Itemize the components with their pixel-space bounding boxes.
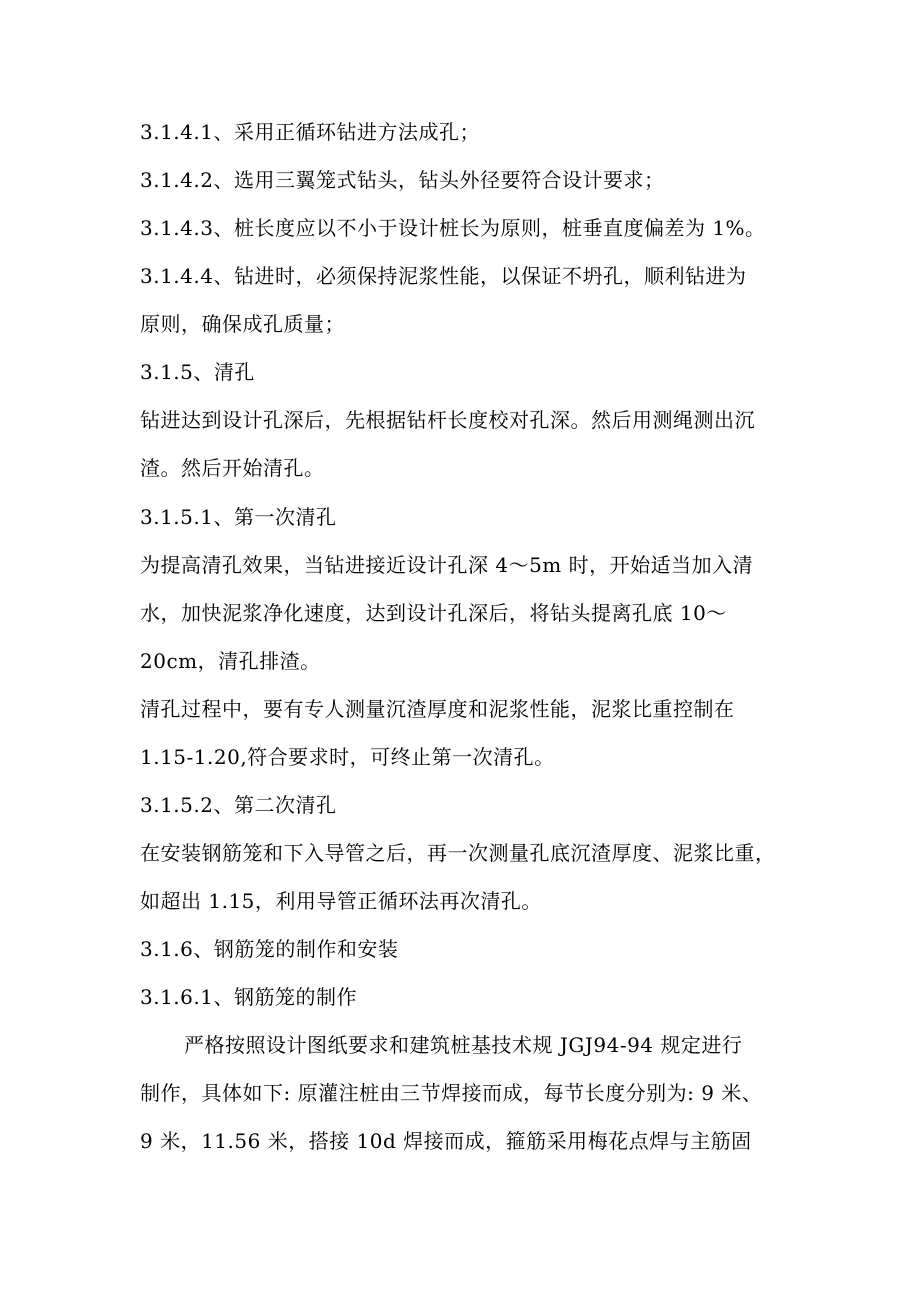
text-line: 清孔过程中，要有专人测量沉渣厚度和泥浆性能，泥浆比重控制在 [140,697,735,721]
subsection-heading: 3.1.6.1、钢筋笼的制作 [140,985,357,1009]
text-line: 3.1.4.3、桩长度应以不小于设计桩长为原则，桩垂直度偏差为 1%。 [140,216,766,240]
text-line: 为提高清孔效果，当钻进接近设计孔深 4～5m 时，开始适当加入清 [140,553,754,577]
text-line: 渣。然后开始清孔。 [140,456,325,480]
text-line: 3.1.4.4、钻进时，必须保持泥浆性能，以保证不坍孔，顺利钻进为 [140,264,747,288]
subsection-heading: 3.1.5.2、第二次清孔 [140,793,337,817]
text-line: 在安装钢筋笼和下入导管之后，再一次测量孔底沉渣厚度、泥浆比重， [140,841,776,865]
text-line: 3.1.4.1、采用正循环钻进方法成孔； [140,120,480,144]
text-line: 钻进达到设计孔深后，先根据钻杆长度校对孔深。然后用测绳测出沉 [140,408,755,432]
text-line: 如超出 1.15，利用导管正循环法再次清孔。 [140,889,542,913]
subsection-heading: 3.1.5.1、第一次清孔 [140,505,337,529]
section-heading: 3.1.6、钢筋笼的制作和安装 [140,937,399,961]
text-line: 1.15-1.20,符合要求时，可终止第一次清孔。 [140,745,555,769]
text-line: 严格按照设计图纸要求和建筑桩基技术规 JGJ94-94 规定进行 [184,1033,743,1057]
text-line: 3.1.4.2、选用三翼笼式钻头，钻头外径要符合设计要求； [140,168,665,192]
text-line: 9 米，11.56 米，搭接 10d 焊接而成，箍筋采用梅花点焊与主筋固 [140,1129,752,1153]
text-line: 水，加快泥浆净化速度，达到设计孔深后，将钻头提离孔底 10～ [140,601,727,625]
text-line: 原则，确保成孔质量； [140,312,345,336]
section-heading: 3.1.5、清孔 [140,360,255,384]
text-line: 20cm，清孔排渣。 [140,649,321,673]
text-line: 制作，具体如下: 原灌注桩由三节焊接而成，每节长度分别为: 9 米、 [140,1081,763,1105]
